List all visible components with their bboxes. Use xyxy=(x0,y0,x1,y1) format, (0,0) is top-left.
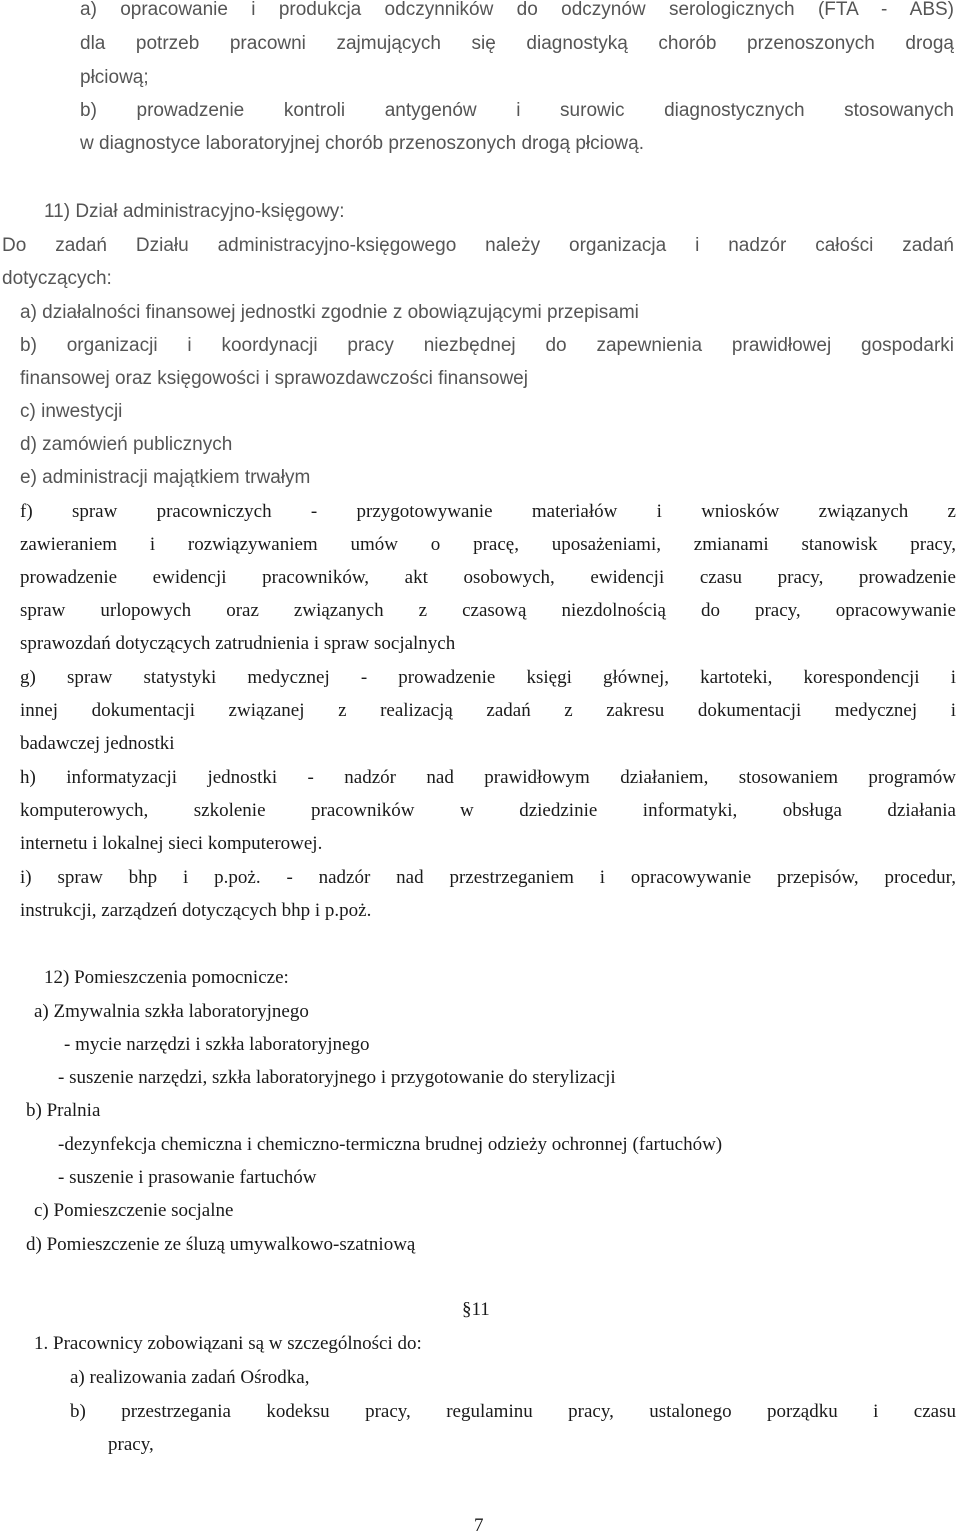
page-number: 7 xyxy=(474,1515,484,1536)
text-line: zawieraniem i rozwiązywaniem umów o pracę, uposażeniami, zmianami stanowisk pracy, xyxy=(20,534,956,555)
text-line: komputerowych, szkolenie pracowników w dziedzinie informatyki, obsługa działania xyxy=(20,800,956,821)
list-item: d) Pomieszczenie ze śluzą umywalkowo-szatniową xyxy=(26,1234,416,1255)
text-line: a) opracowanie i produkcja odczynników do odczynów serologicznych (FTA - ABS) xyxy=(80,0,954,20)
text-line: dotyczących: xyxy=(2,268,112,289)
text-line: w diagnostyce laboratoryjnej chorób przenoszonych drogą płciową. xyxy=(80,133,644,154)
list-item: h) informatyzacji jednostki - nadzór nad prawidłowym działaniem, stosowaniem programów xyxy=(20,767,956,788)
paragraph-sign: §11 xyxy=(462,1299,490,1320)
list-item: g) spraw statystyki medycznej - prowadzenie księgi głównej, kartoteki, korespondencji i xyxy=(20,667,956,688)
list-item: f) spraw pracowniczych - przygotowywanie materiałów i wniosków związanych z xyxy=(20,501,956,522)
text-line: finansowej oraz księgowości i sprawozdawczości finansowej xyxy=(20,368,528,389)
list-item: a) Zmywalnia szkła laboratoryjnego xyxy=(34,1001,309,1022)
text-line: b) prowadzenie kontroli antygenów i surowic diagnostycznych stosowanych xyxy=(80,100,954,121)
list-item: b) Pralnia xyxy=(26,1100,101,1121)
list-item: i) spraw bhp i p.poż. - nadzór nad przestrzeganiem i opracowywanie przepisów, procedur, xyxy=(20,867,956,888)
text-line: prowadzenie ewidencji pracowników, akt osobowych, ewidencji czasu pracy, prowadzenie xyxy=(20,567,956,588)
text-line: instrukcji, zarządzeń dotyczących bhp i p.poż. xyxy=(20,900,372,921)
text-line: pracy, xyxy=(108,1434,154,1455)
list-item: - suszenie narzędzi, szkła laboratoryjnego i przygotowanie do sterylizacji xyxy=(58,1067,616,1088)
list-item: b) przestrzegania kodeksu pracy, regulaminu pracy, ustalonego porządku i czasu xyxy=(70,1401,956,1422)
list-item: d) zamówień publicznych xyxy=(20,434,233,455)
text-line: sprawozdań dotyczących zatrudnienia i spraw socjalnych xyxy=(20,633,456,654)
list-item: c) inwestycji xyxy=(20,401,123,422)
list-item: - mycie narzędzi i szkła laboratoryjnego xyxy=(64,1034,370,1055)
list-item: c) Pomieszczenie socjalne xyxy=(34,1200,234,1221)
text-line: spraw urlopowych oraz związanych z czasową niezdolnością do pracy, opracowywanie xyxy=(20,600,956,621)
list-item: b) organizacji i koordynacji pracy niezbędnej do zapewnienia prawidłowej gospodarki xyxy=(20,335,954,356)
text-line: Do zadań Działu administracyjno-księgowego należy organizacja i nadzór całości zadań xyxy=(2,235,954,256)
text-line: badawczej jednostki xyxy=(20,733,175,754)
list-item: 1. Pracownicy zobowiązani są w szczególności do: xyxy=(34,1333,422,1354)
text-line: innej dokumentacji związanej z realizacją zadań z zakresu dokumentacji medycznej i xyxy=(20,700,956,721)
list-item: a) działalności finansowej jednostki zgodnie z obowiązującymi przepisami xyxy=(20,302,639,323)
section-heading: 12) Pomieszczenia pomocnicze: xyxy=(44,967,289,988)
section-heading: 11) Dział administracyjno-księgowy: xyxy=(44,201,345,222)
text-line: internetu i lokalnej sieci komputerowej. xyxy=(20,833,323,854)
list-item: a) realizowania zadań Ośrodka, xyxy=(70,1367,310,1388)
list-item: e) administracji majątkiem trwałym xyxy=(20,467,311,488)
text-line: dla potrzeb pracowni zajmujących się diagnostyką chorób przenoszonych drogą xyxy=(80,33,954,54)
list-item: -dezynfekcja chemiczna i chemiczno-termiczna brudnej odzieży ochronnej (fartuchów) xyxy=(58,1134,723,1155)
list-item: - suszenie i prasowanie fartuchów xyxy=(58,1167,317,1188)
text-line: płciową; xyxy=(80,67,149,88)
